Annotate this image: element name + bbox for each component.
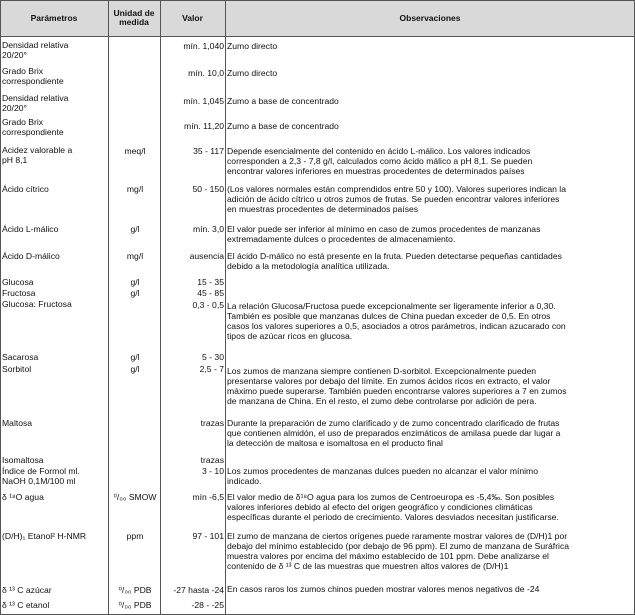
cell-parameter: δ ¹⁸O agua <box>2 492 44 502</box>
cell-value: trazas <box>200 455 224 465</box>
cell-parameter: Grado Brix correspondiente <box>2 117 64 137</box>
cell-parameter: Ácido L-málico <box>2 224 59 234</box>
cell-value: 15 - 35 <box>197 277 224 287</box>
cell-unit: ⁰/₀₀ SMOW <box>113 492 157 502</box>
cell-observation: El valor puede ser inferior al mínimo en caso de zumos procedentes de manzanas extremadamente dulces o procedentes de almacenamiento. <box>227 224 541 244</box>
cell-value: trazas <box>200 418 224 428</box>
cell-value: mín. 1,045 <box>183 96 224 106</box>
cell-unit: meq/l <box>124 146 146 156</box>
cell-unit: ⁰/₀₀ PDB <box>118 585 152 595</box>
cell-unit: g/l <box>130 277 140 287</box>
cell-value: ausencia <box>189 251 224 261</box>
cell-value: 97 - 101 <box>192 531 224 541</box>
cell-observation: El valor medio de δ¹⁸O agua para los zumos de Centroeuropa es -5,4‰. Son posibles valores inferiores debido al efecto del origen geográfico y condiciones climáticas específicas durante el periodo de crecimiento. Valores desviados necesitan justificarse. <box>227 492 559 522</box>
header-parametros: Parámetros <box>30 12 78 23</box>
cell-observation: Depende esencialmente del contenido en ácido L-málico. Los valores indicados corresponden a 2,3 - 7,8 g/l, calculados como ácido málico a pH 8,1. Se pueden encontrar valores inferiores en muestras procedentes de determinados países <box>227 146 533 176</box>
header-observaciones: Observaciones <box>399 12 461 23</box>
cell-parameter: Grado Brix correspondiente <box>2 66 64 86</box>
cell-value: -28 - -25 <box>191 600 224 610</box>
cell-value: mín. 3,0 <box>192 224 224 234</box>
cell-observation: (Los valores normales están comprendidos entre 50 y 100). Valores superiores indican la adición de ácido cítrico u otros zumos de frutas. Se pueden encontrar valores inferiores en muestras procedentes de determinados países <box>227 184 566 214</box>
cell-parameter: δ ¹³ C azúcar <box>2 585 52 595</box>
cell-value: 35 - 117 <box>193 146 224 156</box>
cell-observation: Zumo directo <box>227 41 278 51</box>
cell-value: 50 - 150 <box>192 184 224 194</box>
cell-value: 5 - 30 <box>202 352 224 362</box>
cell-value: 0,3 - 0,5 <box>192 300 224 310</box>
cell-observation: En casos raros los zumos chinos pueden mostrar valores menos negativos de -24 <box>227 584 540 594</box>
cell-unit: g/l <box>130 352 140 362</box>
cell-parameter: Isomaltosa <box>2 455 44 465</box>
cell-parameter: Maltosa <box>2 418 33 428</box>
cell-unit: g/l <box>130 288 140 298</box>
cell-parameter: Glucosa: Fructosa <box>2 299 72 309</box>
cell-observation: Los zumos procedentes de manzanas dulces pueden no alcanzar el valor mínimo indicado. <box>227 466 538 486</box>
cell-unit: ⁰/₀₀ PDB <box>118 600 152 610</box>
cell-value: mín. 10,0 <box>188 68 224 78</box>
cell-observation: Zumo directo <box>227 68 278 78</box>
cell-unit: g/l <box>130 364 140 374</box>
cell-parameter: Sorbitol <box>2 364 32 374</box>
cell-observation: Zumo a base de concentrado <box>227 121 339 131</box>
cell-parameter: Acidez valorable a pH 8,1 <box>2 145 73 165</box>
cell-unit: g/l <box>130 224 140 234</box>
cell-parameter: Índice de Formol ml. NaOH 0,1M/100 ml <box>2 466 80 486</box>
cell-value: mín -6,5 <box>192 492 224 502</box>
cell-value: 3 - 10 <box>202 466 224 476</box>
cell-value: 2,5 - 7 <box>199 364 224 374</box>
cell-parameter: Densidad relativa 20/20° <box>2 93 69 113</box>
cell-parameter: Ácido cítrico <box>2 184 49 194</box>
cell-observation: La relación Glucosa/Fructosa puede excepcionalmente ser ligeramente inferior a 0,30. También es posible que manzanas dulces de China puedan exceder de 0,5. En otros casos los valores superiores a 0,5, asociados a otros parámetros, indican azucarado con tipos de azúcar ricos en glucosa. <box>227 301 566 341</box>
cell-value: -27 hasta -24 <box>173 585 224 595</box>
cell-unit: ppm <box>126 531 144 541</box>
cell-observation: Los zumos de manzana siempre contienen D-sorbitol. Excepcionalmente pueden presentarse valores por debajo del límite. En zumos ácidos ricos en extracto, el valor máximo puede superarse. También pueden encontrarse valores superiores a 7 en zumos de manzana de China. En el resto, el zumo debe controlarse por adición de pera. <box>227 366 567 406</box>
cell-parameter: δ ¹³ C etanol <box>2 600 50 610</box>
cell-unit: mg/l <box>126 184 144 194</box>
cell-observation: Durante la preparación de zumo clarificado y de zumo concentrado clarificado de frutas que contienen almidón, el uso de preparados enzimáticos de amilasa puede dar lugar a la detección de maltosa e isomaltosa en el producto final <box>227 418 561 448</box>
cell-parameter: Glucosa <box>2 277 34 287</box>
cell-value: 45 - 85 <box>197 288 224 298</box>
cell-observation: El zumo de manzana de ciertos orígenes puede raramente mostrar valores de (D/H)1 por debajo del mínimo establecido (por debajo de 96 ppm). El zumo de manzana de Suráfrica muestra valores por encima del máximo establecido de 101 ppm. Debe analizarse el contenido de δ ¹³ C de las muestras que muestren altos valores de (D/H)1 <box>227 531 570 571</box>
cell-value: mín. 11,20 <box>184 121 224 131</box>
cell-value: mín. 1,040 <box>183 41 224 51</box>
cell-parameter: (D/H)₁ Etanol² H-NMR <box>2 531 87 541</box>
cell-parameter: Ácido D-málico <box>2 251 60 261</box>
cell-parameter: Fructosa <box>2 288 36 298</box>
cell-observation: Zumo a base de concentrado <box>227 96 339 106</box>
cell-unit: mg/l <box>126 251 144 261</box>
cell-parameter: Densidad relativa 20/20° <box>2 40 69 60</box>
header-unidad: Unidad de medida <box>113 8 155 27</box>
cell-parameter: Sacarosa <box>2 352 39 362</box>
cell-observation: El ácido D-málico no está presente en la fruta. Pueden detectarse pequeñas cantidades debido a la metodología analítica utilizada. <box>227 251 562 271</box>
header-valor: Valor <box>182 12 203 23</box>
